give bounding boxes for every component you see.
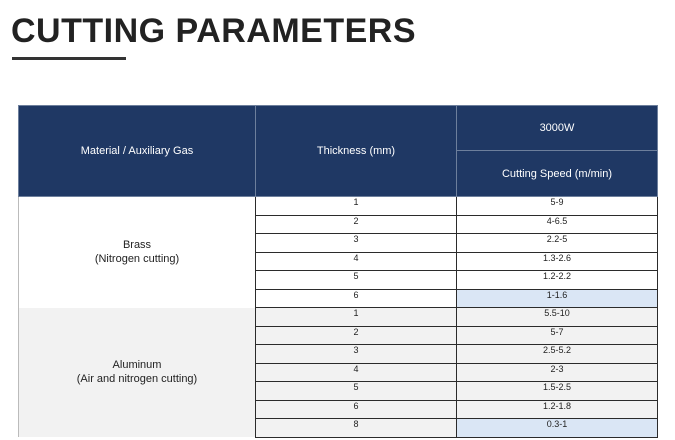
- thickness-cell: 3: [256, 234, 457, 253]
- cutting-parameters-table-frame: [18, 105, 657, 435]
- thickness-cell: 2: [256, 326, 457, 345]
- thickness-cell: 5: [256, 382, 457, 401]
- thickness-cell: 6: [256, 400, 457, 419]
- speed-cell: 2.2-5: [457, 234, 658, 253]
- speed-cell-highlighted: 1-1.6: [457, 289, 658, 308]
- material-name: Brass: [122, 239, 152, 252]
- thickness-cell: 1: [256, 308, 457, 327]
- table-header: [19, 106, 658, 197]
- speed-cell: 1.5-2.5: [457, 382, 658, 401]
- thickness-cell: 1: [256, 197, 457, 216]
- speed-cell: 2-3: [457, 363, 658, 382]
- cutting-parameters-table: [18, 105, 658, 438]
- header-cutting-speed: Cutting Speed (m/min): [457, 151, 658, 197]
- speed-cell: 4-6.5: [457, 215, 658, 234]
- speed-cell: 1.2-1.8: [457, 400, 658, 419]
- table-row: [19, 197, 658, 216]
- page-title: CUTTING PARAMETERS: [11, 12, 417, 50]
- speed-cell: 5-7: [457, 326, 658, 345]
- thickness-cell: 6: [256, 289, 457, 308]
- auxiliary-gas: (Nitrogen cutting): [94, 253, 180, 266]
- auxiliary-gas: (Air and nitrogen cutting): [76, 373, 198, 386]
- header-thickness: Thickness (mm): [256, 106, 457, 197]
- title-underline: [12, 57, 126, 60]
- material-cell: [19, 197, 256, 308]
- speed-cell: 5-9: [457, 197, 658, 216]
- thickness-cell: 5: [256, 271, 457, 290]
- speed-cell: 1.2-2.2: [457, 271, 658, 290]
- thickness-cell: 4: [256, 252, 457, 271]
- speed-cell-highlighted: 0.3-1: [457, 419, 658, 438]
- material-cell: [19, 308, 256, 438]
- header-material: Material / Auxiliary Gas: [19, 106, 256, 197]
- header-power: 3000W: [457, 106, 658, 151]
- material-name: Aluminum: [112, 359, 162, 372]
- material-group-aluminum: [19, 308, 658, 438]
- material-group-brass: [19, 197, 658, 308]
- thickness-cell: 8: [256, 419, 457, 438]
- speed-cell: 2.5-5.2: [457, 345, 658, 364]
- thickness-cell: 2: [256, 215, 457, 234]
- speed-cell: 1.3-2.6: [457, 252, 658, 271]
- thickness-cell: 3: [256, 345, 457, 364]
- table-row: [19, 308, 658, 327]
- speed-cell: 5.5-10: [457, 308, 658, 327]
- thickness-cell: 4: [256, 363, 457, 382]
